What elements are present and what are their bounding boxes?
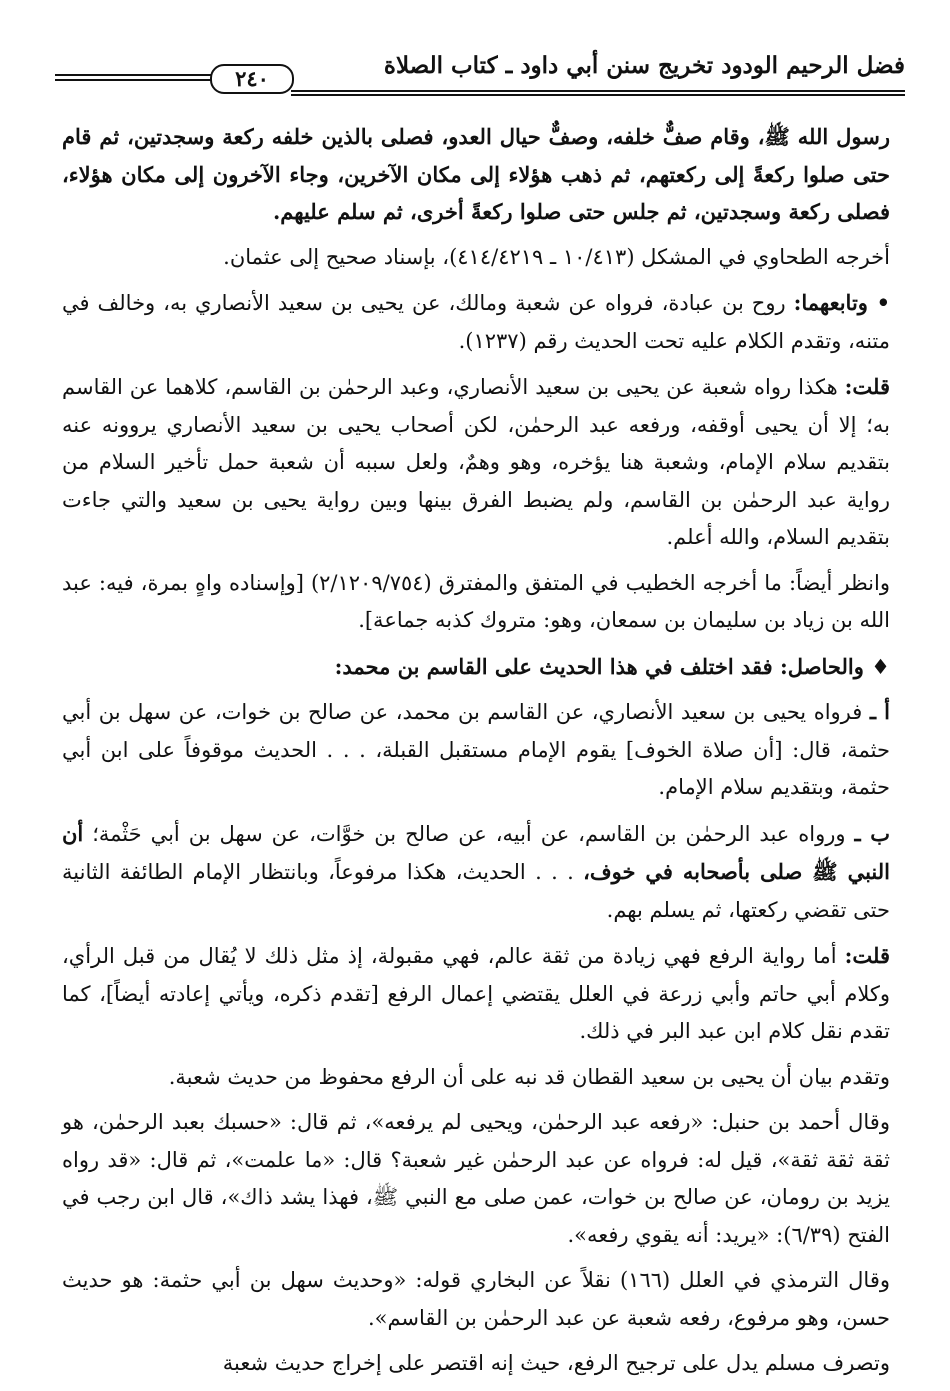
paragraph: وتصرف مسلم يدل على ترجيح الرفع، حيث إنه اقتصر على إخراج حديث شعبة: [222, 1351, 890, 1375]
paragraph-text: . . . الحديث، هكذا مرفوعاً، وبانتظار الإمام الطائفة الثانية حتى تقضي ركعتها، ثم يسلم بهم.: [62, 860, 890, 922]
paragraph-label: قلت:: [844, 374, 890, 399]
paragraph: [62, 368, 890, 557]
paragraph-text: روح بن عبادة، فرواه عن شعبة ومالك، عن يحيى بن سعيد الأنصاري به، وخالف في متنه، وتقدم الكلام عليه تحت الحديث رقم (١٢٣٧).: [62, 291, 890, 353]
paragraph-label: أ ـ: [869, 699, 890, 724]
paragraph: وقال أحمد بن حنبل: «رفعه عبد الرحمٰن، ويحيى لم يرفعه»، ثم قال: «حسبك بعبد الرحمٰن، هو ثقة ثقة ثقة»، قيل له: فرواه عن عبد الرحمٰن غير شعبة؟ قال: «ما علمت»، ثم قال: «قد رواه يزيد بن رومان، عن صالح بن خوات، عمن صلى مع النبي ﷺ، فهذا يشد ذاك»، قال ابن رجب في الفتح (٦/٣٩): «يريد: أنه يقوي رفعه».: [62, 1110, 890, 1247]
paragraph: [62, 284, 890, 360]
paragraph-text: فرواه يحيى بن سعيد الأنصاري، عن القاسم بن محمد، عن صالح بن خوات، عن سهل بن أبي حثمة، قال: [أن صلاة الخوف] يقوم الإمام مستقبل القبلة، . . . الحديث موقوفاً على ابن أبي حثمة، وبتقديم سلام الإمام.: [62, 700, 890, 799]
summary-heading: ♦ والحاصل: فقد اختلف في هذا الحديث على القاسم بن محمد:: [334, 653, 890, 679]
hadith-quote: أن النبي ﷺ صلى بأصحابه في خوف،: [62, 820, 890, 884]
paragraph: وقال الترمذي في العلل (١٦٦) نقلاً عن البخاري قوله: «وحديث سهل بن أبي حثمة: هو حديث حسن، وهو مرفوع، رفعه شعبة عن عبد الرحمٰن بن القاسم».: [62, 1268, 890, 1330]
paragraph-text: ورواه عبد الرحمٰن بن القاسم، عن أبيه، عن صالح بن خوَّات، عن سهل بن أبي حَثْمة؛: [83, 821, 855, 846]
page-number: ٢٤٠: [210, 64, 294, 94]
paragraph-label: ب ـ: [854, 820, 891, 846]
paragraph-label: • وتابعهما:: [793, 290, 890, 315]
paragraph: [62, 693, 890, 807]
main-text: [62, 118, 890, 1391]
paragraph: [62, 937, 890, 1051]
header-rule: [291, 94, 905, 96]
paragraph-text: هكذا رواه شعبة عن يحيى بن سعيد الأنصاري، وعبد الرحمٰن بن القاسم، كلاهما عن القاسم به؛ إلا أن يحيى أوقفه، ورفعه عبد الرحمٰن، لكن أصحاب يحيى بن سعيد الأنصاري يروونه عنه بتقديم سلام الإمام، وشعبة هنا يؤخره، وهو وهمٌ، ولعل سببه أن شعبة حمل تأخير السلام من رواية عبد الرحمٰن بن القاسم، ولم يضبط الفرق بينها وبين رواية يحيى بن سعيد والتي جاءت بتقديم السلام، والله أعلم.: [62, 375, 890, 549]
paragraph: أخرجه الطحاوي في المشكل (١٠/٤١٣ ـ ٤١٤/٤٢١٩)، بإسناد صحيح إلى عثمان.: [223, 244, 890, 269]
paragraph-label: قلت:: [844, 943, 890, 968]
header-rule: [291, 90, 905, 92]
running-title: فضل الرحيم الودود تخريج سنن أبي داود ـ كتاب الصلاة: [383, 52, 905, 79]
paragraph: [62, 815, 890, 930]
header-rule: [55, 79, 213, 81]
paragraph: وتقدم بيان أن يحيى بن سعيد القطان قد نبه على أن الرفع محفوظ من حديث شعبة.: [168, 1064, 890, 1089]
paragraph: وانظر أيضاً: ما أخرجه الخطيب في المتفق والمفترق (٢/١٢٠٩/٧٥٤) [وإسناده واهٍ بمرة، فيه: عبد الله بن زياد بن سليمان بن سمعان، وهو: متروك كذبه جماعة].: [62, 570, 890, 632]
paragraph: رسول الله ﷺ، وقام صفٌّ خلفه، وصفٌّ حيال العدو، فصلى بالذين خلفه ركعة وسجدتين، ثم قام حتى صلوا ركعةً إلى ركعتهم، ثم ذهب هؤلاء إلى مكان الآخرين، وجاء الآخرون إلى مكان هؤلاء، فصلى ركعة وسجدتين، ثم جلس حتى صلوا ركعةً أخرى، ثم سلم عليهم.: [62, 124, 890, 224]
header-rule: [55, 74, 213, 76]
paragraph-text: أما رواية الرفع فهي زيادة من ثقة عالم، فهي مقبولة، إذ مثل ذلك لا يُقال من قبل الرأي، وكلام أبي حاتم وأبي زرعة في العلل يقتضي إعمال الرفع [تقدم ذكره، ويأتي إعادته أيضاً]، كما تقدم نقل كلام ابن عبد البر في ذلك.: [62, 944, 890, 1043]
page-header: [55, 52, 905, 96]
